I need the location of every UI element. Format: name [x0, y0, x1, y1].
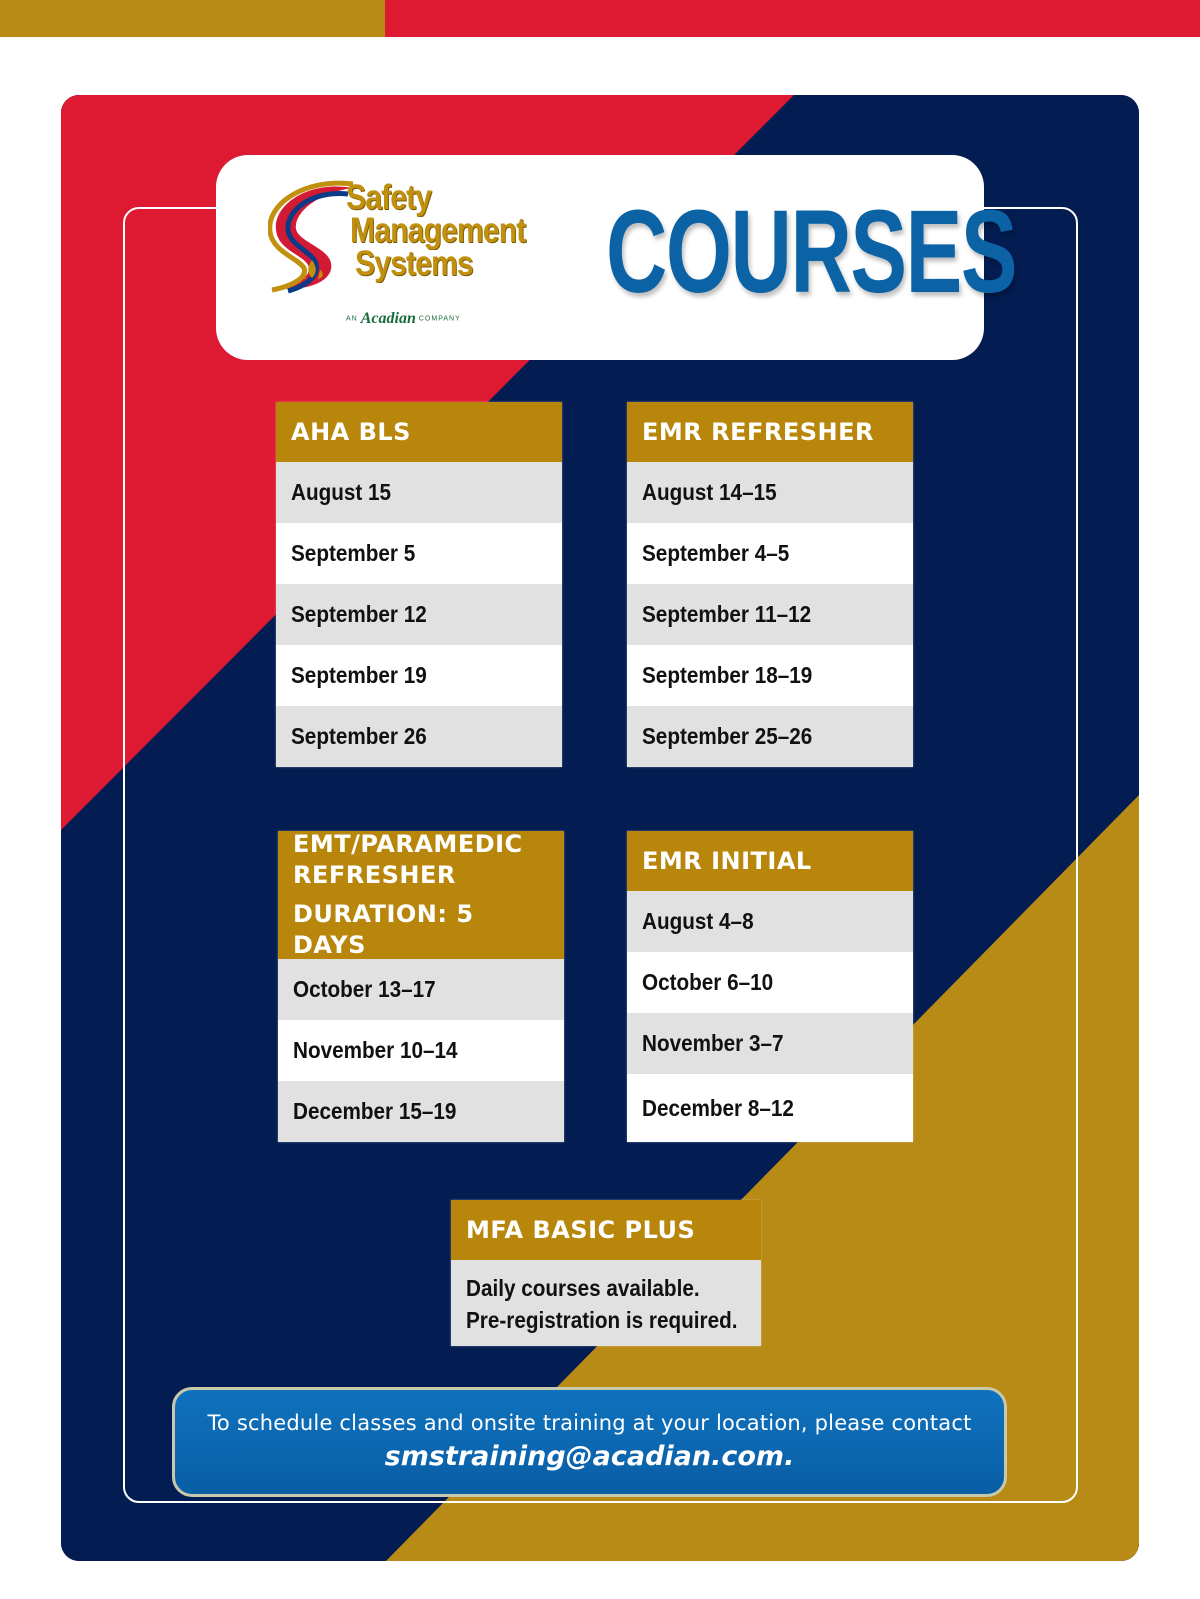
top-stripe-red: [385, 0, 1200, 37]
course-card-emr-initial: [627, 831, 913, 1142]
course-date: November 10–14: [293, 1037, 458, 1063]
course-title-line: REFRESHER: [293, 861, 456, 889]
contact-banner: [172, 1387, 1007, 1497]
course-duration: DURATION: 5 DAYS: [293, 900, 474, 959]
course-date-row: [276, 462, 562, 523]
course-date: September 5: [291, 540, 416, 566]
acadian-company-tagline: [346, 310, 461, 328]
course-card-mfa-basic-plus: [451, 1200, 761, 1346]
course-note-line: Daily courses available.: [466, 1275, 700, 1301]
course-card-emt-paramedic-refresher: [278, 831, 564, 1142]
course-date-row: [627, 706, 913, 767]
course-date-row: [627, 645, 913, 706]
course-date-row: [276, 706, 562, 767]
brand-line-safety: Safety: [346, 178, 432, 217]
acadian-wordmark: Acadian: [360, 310, 416, 327]
course-date-row: [627, 462, 913, 523]
course-title: MFA BASIC PLUS: [451, 1200, 761, 1260]
tagline-suffix: COMPANY: [418, 315, 461, 323]
course-date-row: [278, 1081, 564, 1142]
course-title-block: [278, 831, 564, 959]
course-date: October 6–10: [642, 969, 774, 995]
contact-text: To schedule classes and onsite training at your location, please contact: [207, 1411, 972, 1435]
course-date: September 18–19: [642, 662, 813, 688]
course-note: [451, 1260, 761, 1346]
sms-logo: [268, 180, 558, 310]
course-date-row: [627, 584, 913, 645]
course-date-row: [278, 1020, 564, 1081]
course-date-row: [276, 584, 562, 645]
course-title: AHA BLS: [276, 402, 562, 462]
courses-poster: [61, 95, 1139, 1561]
course-date: November 3–7: [642, 1030, 784, 1056]
course-title: EMR REFRESHER: [627, 402, 913, 462]
brand-line-management: Management: [350, 211, 526, 250]
contact-email-link[interactable]: smstraining@acadian.com.: [384, 1441, 795, 1472]
course-card-emr-refresher: [627, 402, 913, 767]
course-date: September 4–5: [642, 540, 790, 566]
fleur-de-lis-swoosh-logo-icon: [268, 180, 358, 300]
course-date-row: [278, 959, 564, 1020]
course-title-line: EMT/PARAMEDIC: [293, 830, 523, 858]
course-card-aha-bls: [276, 402, 562, 767]
tagline-prefix: AN: [346, 315, 358, 323]
brand-line-systems: Systems: [355, 244, 473, 283]
course-date: August 15: [291, 479, 392, 505]
course-title: EMR INITIAL: [627, 831, 913, 891]
course-note-line: Pre-registration is required.: [466, 1307, 738, 1333]
course-date: September 11–12: [642, 601, 812, 627]
course-date: October 13–17: [293, 976, 436, 1002]
course-date: September 19: [291, 662, 427, 688]
course-date-row: [627, 1074, 913, 1142]
course-date: December 15–19: [293, 1098, 457, 1124]
course-date-row: [627, 1013, 913, 1074]
header-card: [216, 155, 1017, 360]
course-date-row: [276, 523, 562, 584]
course-date-row: [276, 645, 562, 706]
course-date: September 12: [291, 601, 427, 627]
course-date: September 25–26: [642, 723, 813, 749]
top-stripe-gold: [0, 0, 385, 37]
page-title: COURSES: [606, 186, 1017, 318]
course-date-row: [627, 891, 913, 952]
course-date: December 8–12: [642, 1094, 794, 1121]
course-date: August 4–8: [642, 908, 754, 934]
course-date-row: [627, 523, 913, 584]
course-date: August 14–15: [642, 479, 777, 505]
course-date-row: [627, 952, 913, 1013]
course-date: September 26: [291, 723, 427, 749]
